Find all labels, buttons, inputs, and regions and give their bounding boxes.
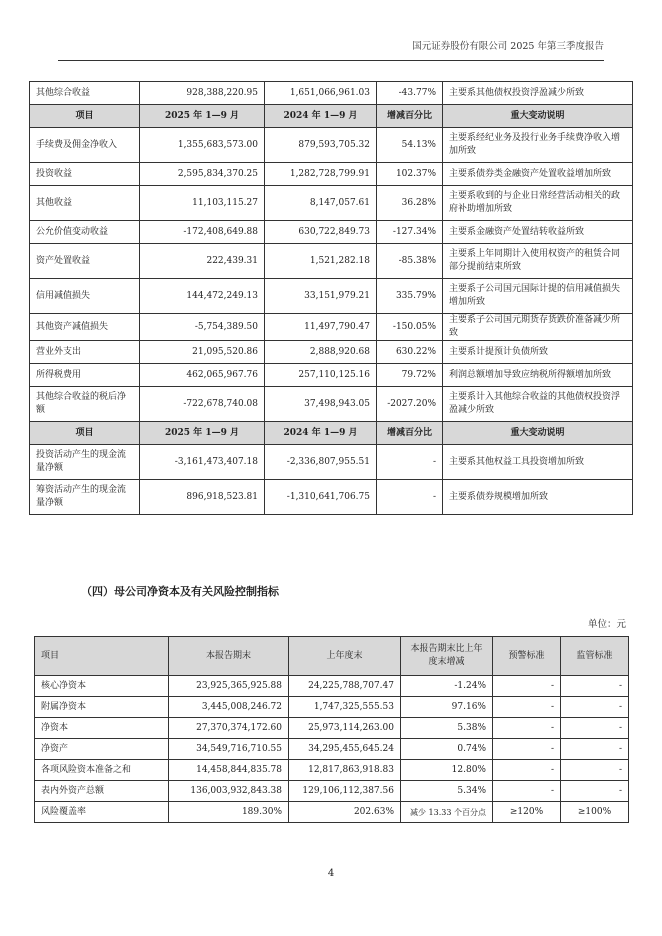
row-note: 主要系经纪业务及投行业务手续费净收入增加所致 (443, 128, 633, 163)
row-change-pct: 630.22% (377, 341, 443, 364)
row-warning-standard: - (493, 739, 561, 760)
row-previous: 8,147,057.61 (265, 186, 377, 221)
row-item: 核心净资本 (35, 676, 169, 697)
row-item: 公允价值变动收益 (30, 221, 140, 244)
table-row (30, 445, 633, 480)
row-previous: 879,593,705.32 (265, 128, 377, 163)
unit-label: 单位：元 (587, 619, 626, 630)
row-item: 营业外支出 (30, 341, 140, 364)
row-previous: 24,225,788,707.47 (289, 676, 401, 697)
row-previous: 202.63% (289, 802, 401, 823)
row-warning-standard: - (493, 697, 561, 718)
row-previous: 630,722,849.73 (265, 221, 377, 244)
col-header: 本报告期末 (169, 637, 289, 676)
row-current: 2,595,834,370.25 (140, 163, 265, 186)
table-row (35, 697, 629, 718)
row-note: 主要系计提预计负债所致 (443, 341, 633, 364)
row-change-pct: -150.05% (377, 314, 443, 341)
row-current: 189.30% (169, 802, 289, 823)
col-header: 2024 年 1—9 月 (265, 105, 377, 128)
row-current: 11,103,115.27 (140, 186, 265, 221)
row-change-pct: - (377, 480, 443, 515)
row-item: 净资产 (35, 739, 169, 760)
row-previous: 33,151,979.21 (265, 279, 377, 314)
table-header-row (30, 105, 633, 128)
table-row (35, 739, 629, 760)
row-change-pct: -2027.20% (377, 387, 443, 422)
row-current: 222,439.31 (140, 244, 265, 279)
row-note: 主要系其他债权投资浮盈减少所致 (443, 82, 633, 105)
table-row (30, 341, 633, 364)
table-row (30, 279, 633, 314)
row-previous: 2,888,920.68 (265, 341, 377, 364)
table-row (35, 760, 629, 781)
row-change-pct: -127.34% (377, 221, 443, 244)
row-note: 主要系计入其他综合收益的其他债权投资浮盈减少所致 (443, 387, 633, 422)
col-header: 增减百分比 (377, 105, 443, 128)
income-changes-table (29, 81, 633, 515)
row-change-pct: 36.28% (377, 186, 443, 221)
row-note: 主要系债券类金融资产处置收益增加所致 (443, 163, 633, 186)
row-previous: 12,817,863,918.83 (289, 760, 401, 781)
col-header: 本报告期末比上年度末增减 (401, 637, 493, 676)
row-previous: 257,110,125.16 (265, 364, 377, 387)
row-regulatory-standard: - (561, 781, 629, 802)
table-row (35, 718, 629, 739)
row-change-pct: -85.38% (377, 244, 443, 279)
col-header: 增减百分比 (377, 422, 443, 445)
page-number: 4 (327, 868, 335, 879)
report-header-title: 国元证券股份有限公司 2025 年第三季度报告 (412, 41, 604, 52)
row-change: 0.74% (401, 739, 493, 760)
row-current: 3,445,008,246.72 (169, 697, 289, 718)
col-header: 上年度末 (289, 637, 401, 676)
section-title: （四）母公司净资本及有关风险控制指标 (81, 585, 279, 598)
row-previous: 1,651,066,961.03 (265, 82, 377, 105)
row-previous: 37,498,943.05 (265, 387, 377, 422)
row-note: 主要系收到的与企业日常经营活动相关的政府补助增加所致 (443, 186, 633, 221)
row-current: -5,754,389.50 (140, 314, 265, 341)
row-current: 462,065,967.76 (140, 364, 265, 387)
row-current: 27,370,374,172.60 (169, 718, 289, 739)
row-change-pct: 102.37% (377, 163, 443, 186)
row-warning-standard: - (493, 718, 561, 739)
row-note: 主要系其他权益工具投资增加所致 (443, 445, 633, 480)
table-row (30, 244, 633, 279)
row-current: 144,472,249.13 (140, 279, 265, 314)
row-change-pct: 54.13% (377, 128, 443, 163)
row-item: 各项风险资本准备之和 (35, 760, 169, 781)
col-header: 项目 (30, 105, 140, 128)
row-item: 手续费及佣金净收入 (30, 128, 140, 163)
col-header: 重大变动说明 (443, 422, 633, 445)
row-change: 5.34% (401, 781, 493, 802)
row-previous: 25,973,114,263.00 (289, 718, 401, 739)
row-change-pct: 335.79% (377, 279, 443, 314)
row-regulatory-standard: - (561, 676, 629, 697)
row-change: 12.80% (401, 760, 493, 781)
row-item: 风险覆盖率 (35, 802, 169, 823)
table-row (30, 186, 633, 221)
row-previous: 11,497,790.47 (265, 314, 377, 341)
row-regulatory-standard: - (561, 739, 629, 760)
row-current: -3,161,473,407.18 (140, 445, 265, 480)
col-header: 项目 (30, 422, 140, 445)
row-item: 附属净资本 (35, 697, 169, 718)
col-header: 预警标准 (493, 637, 561, 676)
col-header: 2025 年 1—9 月 (140, 422, 265, 445)
row-item: 其他资产减值损失 (30, 314, 140, 341)
net-capital-table (34, 636, 629, 823)
row-warning-standard: - (493, 676, 561, 697)
row-warning-standard: - (493, 781, 561, 802)
table-row (30, 314, 633, 341)
table-row (30, 387, 633, 422)
row-change: -1.24% (401, 676, 493, 697)
header-divider (58, 60, 604, 61)
table-row (30, 221, 633, 244)
table-row (35, 781, 629, 802)
row-previous: 34,295,455,645.24 (289, 739, 401, 760)
row-change: 97.16% (401, 697, 493, 718)
row-current: 14,458,844,835.78 (169, 760, 289, 781)
row-previous: -2,336,807,955.51 (265, 445, 377, 480)
row-current: -722,678,740.08 (140, 387, 265, 422)
row-previous: 1,521,282.18 (265, 244, 377, 279)
row-regulatory-standard: - (561, 697, 629, 718)
row-item: 其他综合收益 (30, 82, 140, 105)
row-note: 主要系金融资产处置结转收益所致 (443, 221, 633, 244)
row-note: 主要系子公司国元期货存货跌价准备减少所致 (443, 314, 633, 341)
row-item: 信用减值损失 (30, 279, 140, 314)
row-item: 资产处置收益 (30, 244, 140, 279)
row-note: 利润总额增加导致应纳税所得额增加所致 (443, 364, 633, 387)
table-header-row (30, 422, 633, 445)
table-row (35, 676, 629, 697)
row-current: 1,355,683,573.00 (140, 128, 265, 163)
table-row (30, 128, 633, 163)
col-header: 项目 (35, 637, 169, 676)
row-regulatory-standard: ≥100% (561, 802, 629, 823)
row-item: 表内外资产总额 (35, 781, 169, 802)
table-row (30, 82, 633, 105)
table-row (35, 802, 629, 823)
table-row (30, 364, 633, 387)
row-note: 主要系子公司国元国际计提的信用减值损失增加所致 (443, 279, 633, 314)
row-previous: -1,310,641,706.75 (265, 480, 377, 515)
col-header: 监管标准 (561, 637, 629, 676)
row-warning-standard: - (493, 760, 561, 781)
row-change: 5.38% (401, 718, 493, 739)
col-header: 2024 年 1—9 月 (265, 422, 377, 445)
row-current: 896,918,523.81 (140, 480, 265, 515)
row-note: 主要系上年同期计入使用权资产的租赁合同部分提前结束所致 (443, 244, 633, 279)
col-header: 2025 年 1—9 月 (140, 105, 265, 128)
row-change-pct: -43.77% (377, 82, 443, 105)
row-current: 136,003,932,843.38 (169, 781, 289, 802)
row-change-pct: 79.72% (377, 364, 443, 387)
table-row (30, 163, 633, 186)
row-item: 投资活动产生的现金流量净额 (30, 445, 140, 480)
row-current: 928,388,220.95 (140, 82, 265, 105)
row-item: 所得税费用 (30, 364, 140, 387)
row-current: 34,549,716,710.55 (169, 739, 289, 760)
col-header: 重大变动说明 (443, 105, 633, 128)
row-previous: 1,747,325,555.53 (289, 697, 401, 718)
row-current: -172,408,649.88 (140, 221, 265, 244)
row-item: 净资本 (35, 718, 169, 739)
row-warning-standard: ≥120% (493, 802, 561, 823)
row-note: 主要系债券规模增加所致 (443, 480, 633, 515)
table-header-row (35, 637, 629, 676)
row-change: 减少 13.33 个百分点 (401, 802, 493, 823)
row-item: 筹资活动产生的现金流量净额 (30, 480, 140, 515)
row-item: 其他收益 (30, 186, 140, 221)
row-previous: 1,282,728,799.91 (265, 163, 377, 186)
row-regulatory-standard: - (561, 760, 629, 781)
row-regulatory-standard: - (561, 718, 629, 739)
row-change-pct: - (377, 445, 443, 480)
row-item: 其他综合收益的税后净额 (30, 387, 140, 422)
row-item: 投资收益 (30, 163, 140, 186)
row-current: 21,095,520.86 (140, 341, 265, 364)
table-row (30, 480, 633, 515)
row-current: 23,925,365,925.88 (169, 676, 289, 697)
row-previous: 129,106,112,387.56 (289, 781, 401, 802)
